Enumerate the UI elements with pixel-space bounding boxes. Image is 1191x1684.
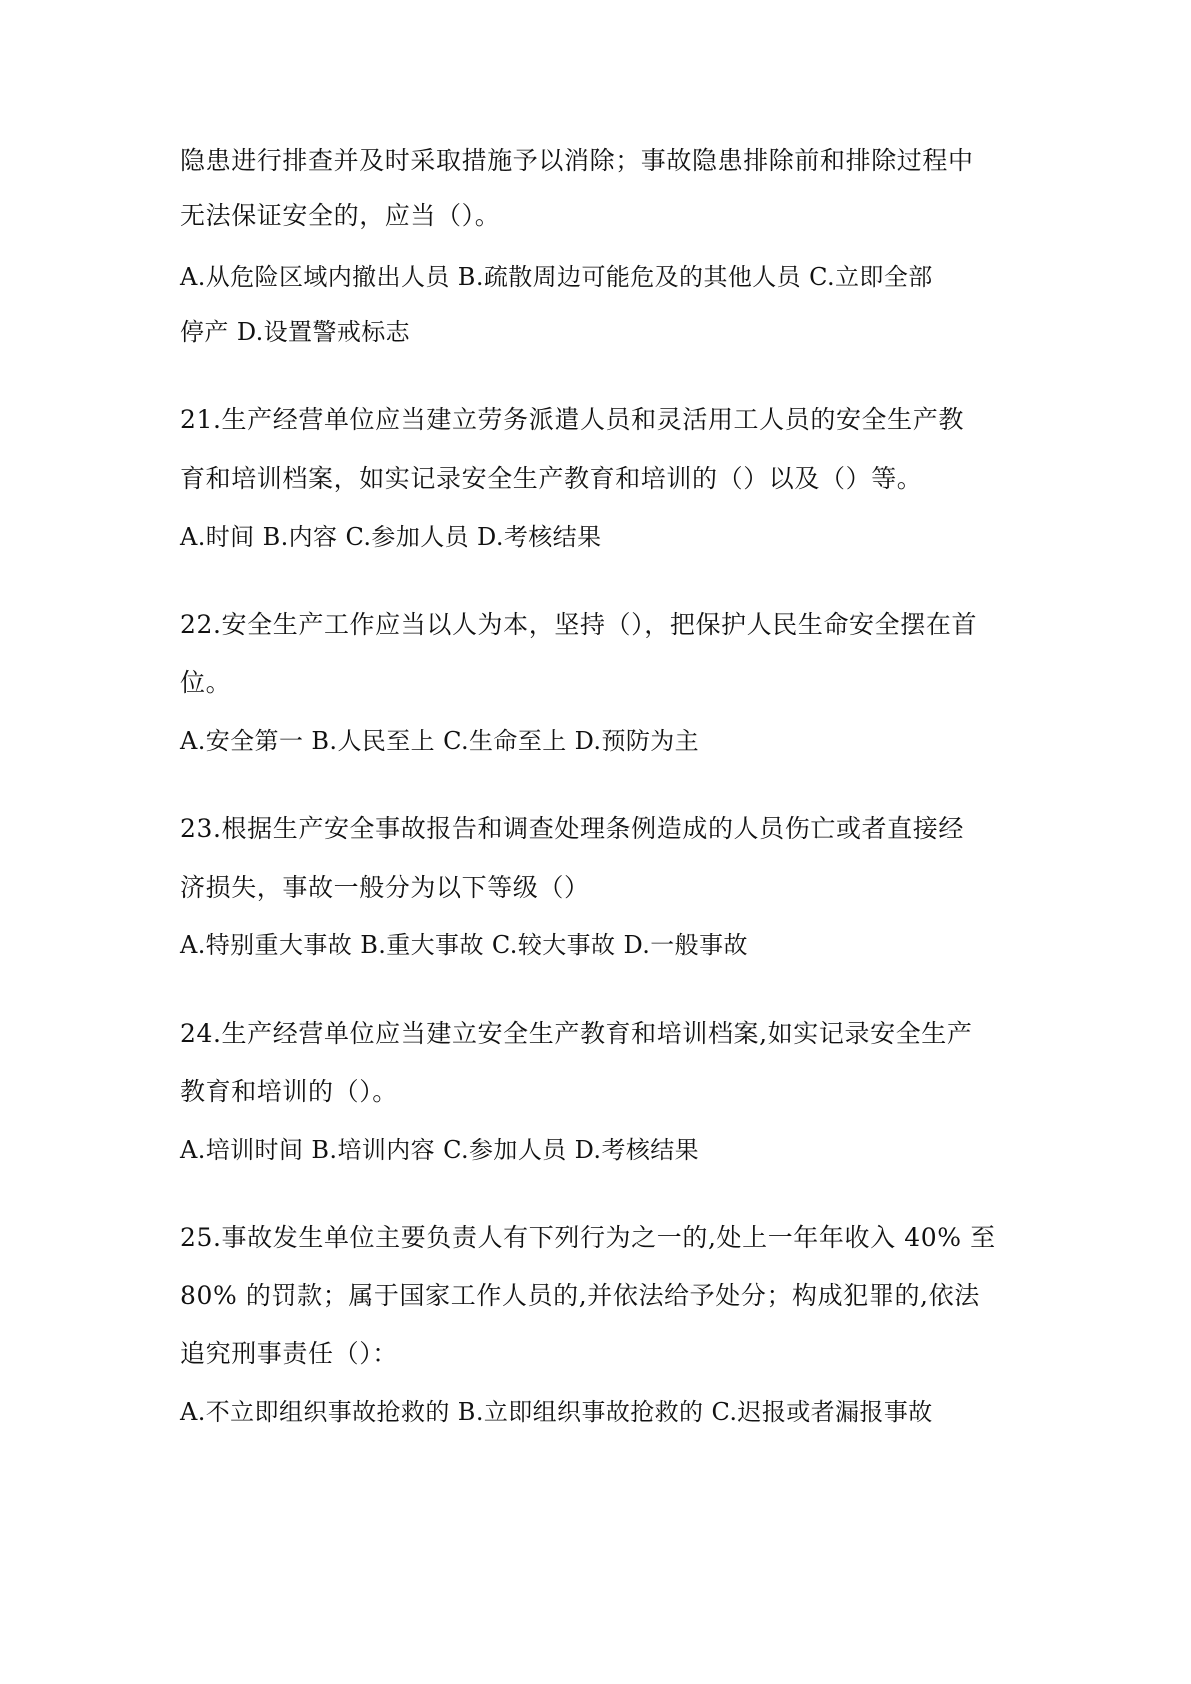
- option-line: A.不立即组织事故抢救的 B.立即组织事故抢救的 C.迟报或者漏报事故: [180, 1398, 933, 1426]
- text-line: 80% 的罚款；属于国家工作人员的,并依法给予处分；构成犯罪的,依法: [180, 1281, 980, 1310]
- question-25-line: 25.事故发生单位主要负责人有下列行为之一的,处上一年年收入 40% 至: [180, 1223, 996, 1252]
- option-line: A.安全第一 B.人民至上 C.生命至上 D.预防为主: [180, 727, 700, 755]
- text-line: 隐患进行排查并及时采取措施予以消除；事故隐患排除前和排除过程中: [180, 146, 974, 175]
- text-line: 教育和培训的（）。: [180, 1077, 398, 1106]
- question-22-line: 22.安全生产工作应当以人为本，坚持（），把保护人民生命安全摆在首: [180, 610, 978, 639]
- option-line: A.特别重大事故 B.重大事故 C.较大事故 D.一般事故: [180, 931, 748, 959]
- option-line: 停产 D.设置警戒标志: [180, 318, 411, 346]
- question-21-line: 21.生产经营单位应当建立劳务派遣人员和灵活用工人员的安全生产教: [180, 405, 964, 434]
- text-line: 育和培训档案，如实记录安全生产教育和培训的（）以及（）等。: [180, 464, 923, 493]
- option-line: A.从危险区域内撤出人员 B.疏散周边可能危及的其他人员 C.立即全部: [180, 263, 933, 291]
- text-line: 无法保证安全的，应当（）。: [180, 201, 501, 230]
- text-line: 追究刑事责任（）：: [180, 1339, 398, 1368]
- text-line: 位。: [180, 668, 232, 697]
- option-line: A.时间 B.内容 C.参加人员 D.考核结果: [180, 523, 602, 551]
- option-line: A.培训时间 B.培训内容 C.参加人员 D.考核结果: [180, 1136, 700, 1164]
- text-line: 济损失，事故一般分为以下等级（）: [180, 873, 590, 902]
- question-23-line: 23.根据生产安全事故报告和调查处理条例造成的人员伤亡或者直接经: [180, 814, 964, 843]
- question-24-line: 24.生产经营单位应当建立安全生产教育和培训档案,如实记录安全生产: [180, 1019, 973, 1048]
